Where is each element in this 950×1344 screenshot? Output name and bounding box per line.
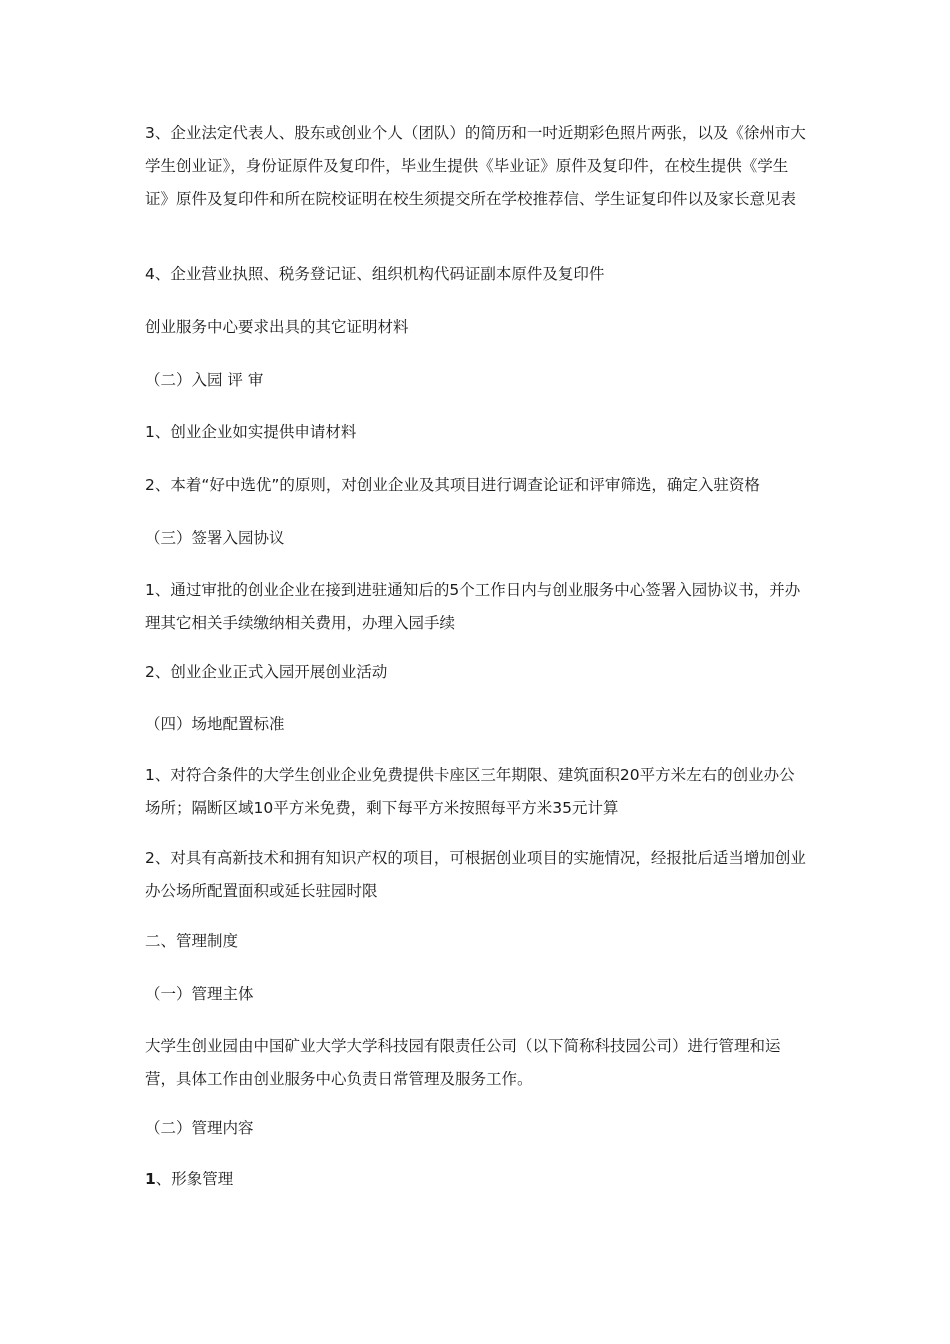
paragraph-other-materials: 创业服务中心要求出具的其它证明材料 [145, 318, 409, 336]
paragraph-agreement-1: 1、通过审批的创业企业在接到进驻通知后的5个工作日内与创业服务中心签署入园协议书，并办理其它相关手续缴纳相关费用，办理入园手续 [145, 581, 801, 632]
item-number: 1 [145, 1170, 156, 1188]
paragraph-review-1: 1、创业企业如实提供申请材料 [145, 423, 357, 441]
paragraph-materials-4: 4、企业营业执照、税务登记证、组织机构代码证副本原件及复印件 [145, 265, 605, 283]
heading-agreement: （三）签署入园协议 [145, 529, 285, 547]
paragraph-agreement-2: 2、创业企业正式入园开展创业活动 [145, 663, 388, 681]
heading-management-content: （二）管理内容 [145, 1119, 254, 1137]
paragraph-space-1: 1、对符合条件的大学生创业企业免费提供卡座区三年期限、建筑面积20平方米左右的创业办公场所；隔断区域10平方米免费，剩下每平方米按照每平方米35元计算 [145, 766, 795, 817]
heading-review: （二）入园 评 审 [145, 371, 264, 389]
item-text: 、形象管理 [155, 1170, 234, 1188]
paragraph-management-subject: 大学生创业园由中国矿业大学大学科技园有限责任公司（以下简称科技园公司）进行管理和运营，具体工作由创业服务中心负责日常管理及服务工作。 [145, 1037, 781, 1088]
heading-space-standard: （四）场地配置标准 [145, 715, 285, 733]
heading-management-system: 二、管理制度 [145, 932, 239, 950]
heading-management-subject: （一）管理主体 [145, 985, 254, 1003]
paragraph-image-management [145, 1163, 810, 1196]
paragraph-materials-3: 3、企业法定代表人、股东或创业个人（团队）的简历和一吋近期彩色照片两张，以及《徐州市大学生创业证》，身份证原件及复印件，毕业生提供《毕业证》原件及复印件，在校生提供《学生证》原件及复印件和所在院校证明在校生须提交所在学校推荐信、学生证复印件以及家长意见表 [145, 124, 806, 208]
paragraph-space-2: 2、对具有高新技术和拥有知识产权的项目，可根据创业项目的实施情况，经报批后适当增加创业办公场所配置面积或延长驻园时限 [145, 849, 806, 900]
paragraph-review-2: 2、本着“好中选优”的原则，对创业企业及其项目进行调查论证和评审筛选，确定入驻资格 [145, 476, 760, 494]
